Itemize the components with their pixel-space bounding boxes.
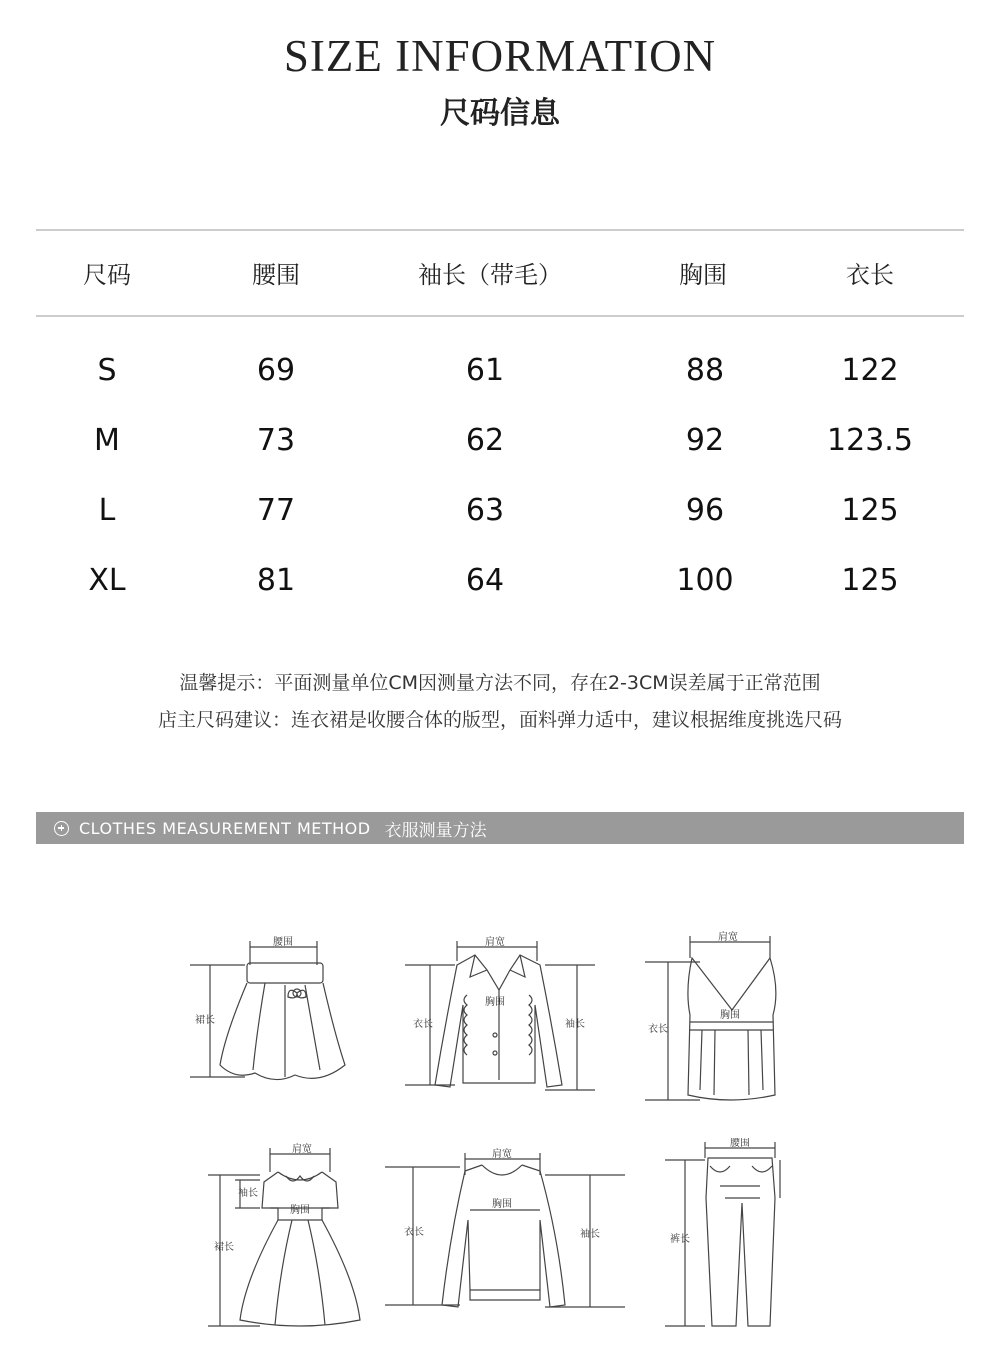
- pants-diagram: [660, 1138, 795, 1333]
- jacket-shoulder-label: 肩宽: [485, 937, 505, 948]
- dress-length-label: 裙长: [214, 1242, 234, 1253]
- cell-sleeve: 64: [465, 563, 505, 598]
- pants-waist-label: 腰围: [730, 1138, 750, 1149]
- cell-waist: 77: [256, 493, 296, 528]
- cell-length: 125: [841, 493, 899, 528]
- vest-shoulder-label: 肩宽: [718, 932, 738, 943]
- header-length: 衣长: [846, 261, 894, 289]
- sweater-diagram: [380, 1145, 630, 1315]
- cell-chest: 96: [685, 493, 725, 528]
- cell-chest: 100: [676, 563, 734, 598]
- cell-chest: 92: [685, 423, 725, 458]
- sweater-shoulder-label: 肩宽: [492, 1149, 512, 1160]
- measurement-section-band: [36, 812, 964, 844]
- page-title-en: SIZE INFORMATION: [283, 31, 717, 81]
- section-label-en: CLOTHES MEASUREMENT METHOD: [79, 818, 371, 838]
- table-row: [0, 423, 1000, 463]
- jacket-sleeve-label: 袖长: [565, 1019, 585, 1030]
- jacket-chest-label: 胸围: [485, 997, 505, 1008]
- pants-length-label: 裤长: [670, 1234, 690, 1245]
- cell-length: 123.5: [827, 423, 913, 458]
- dress-chest-label: 胸围: [290, 1205, 310, 1216]
- table-row: [0, 563, 1000, 603]
- cell-waist: 69: [256, 353, 296, 388]
- vest-chest-label: 胸围: [720, 1010, 740, 1021]
- header-sleeve: 袖长（带毛）: [418, 261, 562, 289]
- skirt-waist-label: 腰围: [273, 937, 293, 948]
- section-label-cn: 衣服测量方法: [384, 820, 487, 841]
- skirt-length-label: 裙长: [195, 1015, 215, 1026]
- dress-sleeve-label: 袖长: [238, 1188, 258, 1199]
- header-chest: 胸围: [679, 261, 727, 289]
- cell-sleeve: 61: [465, 353, 505, 388]
- cell-length: 122: [841, 353, 899, 388]
- skirt-diagram: [185, 935, 365, 1095]
- sweater-sleeve-label: 袖长: [580, 1229, 600, 1240]
- cell-size: S: [97, 353, 117, 388]
- vest-length-label: 衣长: [648, 1024, 668, 1035]
- plus-circle-icon: [54, 821, 69, 836]
- cell-sleeve: 62: [465, 423, 505, 458]
- header-waist: 腰围: [252, 261, 300, 289]
- header-size: 尺码: [83, 261, 131, 289]
- dress-shoulder-label: 肩宽: [292, 1144, 312, 1155]
- jacket-length-label: 衣长: [413, 1019, 433, 1030]
- cell-length: 125: [841, 563, 899, 598]
- note-suggestion: 店主尺码建议：连衣裙是收腰合体的版型，面料弹力适中，建议根据维度挑选尺码: [157, 709, 842, 731]
- page-title-cn: 尺码信息: [440, 96, 560, 131]
- cell-waist: 81: [256, 563, 296, 598]
- sweater-chest-label: 胸围: [492, 1199, 512, 1210]
- cell-size: L: [98, 493, 116, 528]
- note-tip: 温馨提示：平面测量单位CM因测量方法不同，存在2-3CM误差属于正常范围: [179, 672, 821, 694]
- jacket-diagram: [395, 935, 610, 1095]
- sweater-length-label: 衣长: [404, 1227, 424, 1238]
- table-row: [0, 353, 1000, 393]
- vest-diagram: [640, 930, 815, 1105]
- cell-size: XL: [88, 563, 126, 598]
- dress-diagram: [200, 1140, 380, 1330]
- cell-chest: 88: [685, 353, 725, 388]
- table-header-rule: [36, 315, 964, 317]
- cell-waist: 73: [256, 423, 296, 458]
- table-top-rule: [36, 229, 964, 231]
- cell-size: M: [94, 423, 120, 458]
- table-row: [0, 493, 1000, 533]
- cell-sleeve: 63: [465, 493, 505, 528]
